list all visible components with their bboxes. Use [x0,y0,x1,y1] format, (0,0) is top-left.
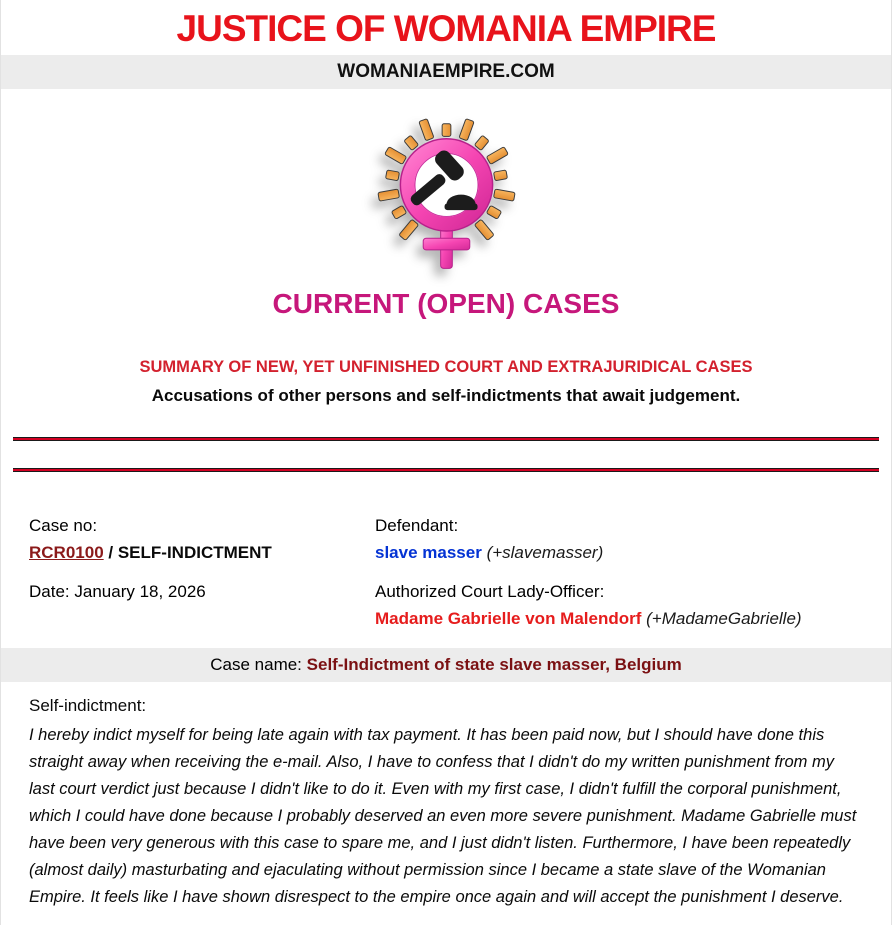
page-title: JUSTICE OF WOMANIA EMPIRE [176,8,716,49]
site-banner [1,55,891,89]
defendant-name-link[interactable]: slave masser [375,543,482,562]
officer-handle: (+MadameGabrielle) [646,609,802,628]
officer-label: Authorized Court Lady-Officer: [375,582,605,601]
divider-bottom [13,468,879,472]
case-name-label: Case name: [210,655,302,674]
case-date-row [29,578,375,605]
section-title: CURRENT (OPEN) CASES [272,288,620,319]
case-no-label: Case no: [29,516,98,535]
defendant-row [375,539,863,566]
case-details [29,512,863,632]
case-name-value: Self-Indictment of state slave masser, Belgium [306,655,682,674]
divider-top [13,437,879,441]
case-no-row [29,539,375,566]
case-type: / SELF-INDICTMENT [108,543,272,562]
case-left-column [29,512,375,632]
defendant-label: Defendant: [375,516,459,535]
officer-row [375,605,863,632]
officer-name-link[interactable]: Madame Gabrielle von Malendorf [375,609,642,628]
case-no-link[interactable]: RCR0100 [29,543,104,562]
justice-venus-gavel-icon [364,115,529,280]
self-indictment-label: Self-indictment: [29,696,147,715]
case-name-bar [1,648,891,682]
summary-line: SUMMARY OF NEW, YET UNFINISHED COURT AND EXTRAJURIDICAL CASES [139,358,753,376]
case-right-column [375,512,863,632]
defendant-handle: (+slavemasser) [486,543,604,562]
self-indictment-section [29,694,863,911]
logo-container [1,115,891,275]
self-indictment-text: I hereby indict myself for being late again with tax payment. It has been paid now, but I should have done this straight away when receiving the e-mail. Also, I have to confess that I didn't do my written punishment from my last court verdict just because I didn't like to do it. Even with my first case, I didn't fulfill the corporal punishment, which I could have done because I probably deserved an even more severe punishment. Madame Gabrielle must have been very generous with this case to spare me, and I just didn't listen. Furthermore, I have been repeatedly (almost daily) masturbating and ejaculating without permission since I became a state slave of the Womanian Empire. It feels like I have shown disrespect to the empire once again and will accept the punishment I deserve. [29,726,857,906]
site-banner-text: WOMANIAEMPIRE.COM [337,61,555,82]
subtitle-line: Accusations of other persons and self-indictments that await judgement. [151,386,741,405]
date-value: January 18, 2026 [74,582,206,601]
date-label: Date: [29,582,70,601]
